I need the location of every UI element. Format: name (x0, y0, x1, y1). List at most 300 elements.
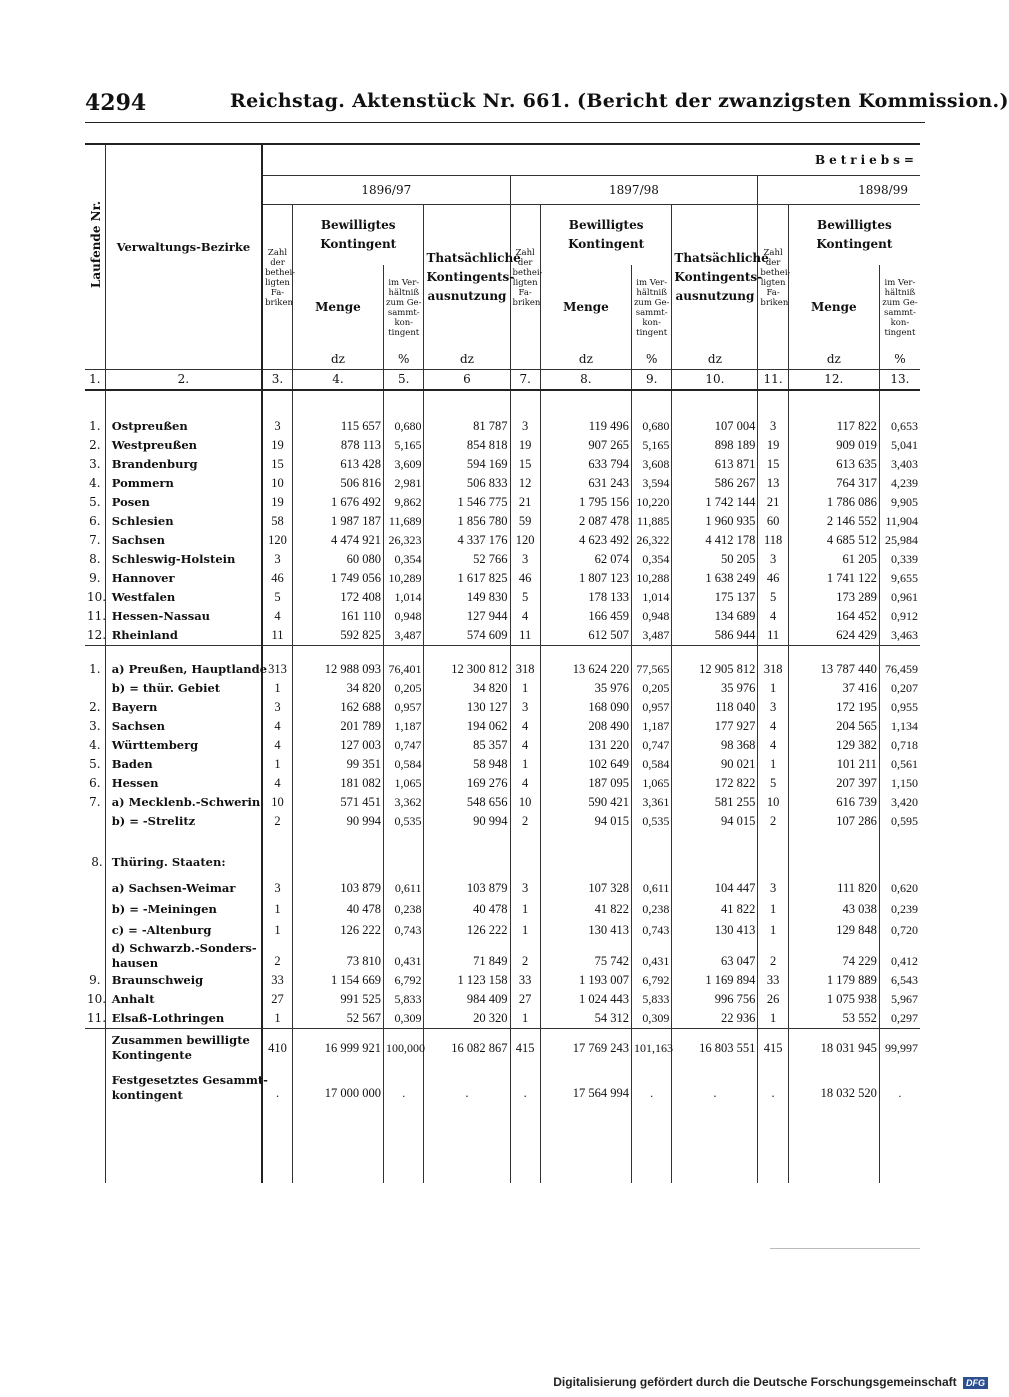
cell-z3: 4 (758, 607, 788, 626)
cell-m1: 90 994 (292, 812, 383, 831)
zahl-header-3: Zahl der bethei- ligten Fa- briken (758, 205, 788, 351)
bewilligt-header-1: Bewilligtes Kontingent (292, 205, 424, 266)
district-name: b) = -Strelitz (105, 812, 262, 831)
cell-z3: 13 (758, 474, 788, 493)
cell-p1: 0,611 (384, 878, 424, 899)
cell-z2: 4 (510, 717, 540, 736)
cell-t1: 16 082 867 (424, 1029, 510, 1068)
cell-z3: 19 (758, 436, 788, 455)
cell-t1: 1 617 825 (424, 569, 510, 588)
cell-m1: 613 428 (292, 455, 383, 474)
cell-t2: 1 960 935 (672, 512, 758, 531)
district-name: Westfalen (105, 588, 262, 607)
cell-p3: 5,041 (879, 436, 920, 455)
page-header (85, 90, 1009, 118)
cell-m2: 54 312 (540, 1009, 631, 1029)
cell-t1: 90 994 (424, 812, 510, 831)
cell-z2: 3 (510, 550, 540, 569)
row-number (85, 941, 105, 971)
cell-z3: 118 (758, 531, 788, 550)
cell-p3: 9,655 (879, 569, 920, 588)
cell-t2: 16 803 551 (672, 1029, 758, 1068)
cell-z2: 59 (510, 512, 540, 531)
cell-z2: 12 (510, 474, 540, 493)
cell-z1: 313 (262, 660, 292, 679)
table-row (85, 755, 920, 774)
row-number: 11. (87, 1011, 107, 1025)
cell-p3: 0,297 (879, 1009, 920, 1029)
cell-p3: 6,543 (879, 971, 920, 990)
cell-p3: 5,967 (879, 990, 920, 1009)
row-number: 1. (89, 662, 101, 676)
district-name: Ostpreußen (105, 417, 262, 436)
cell-m2: 17 769 243 (540, 1029, 631, 1068)
cell-m3: 1 179 889 (788, 971, 879, 990)
row-number (85, 812, 105, 831)
row-number: 7. (89, 795, 101, 809)
cell-t2: . (672, 1073, 758, 1103)
cell-p1: 0,309 (384, 1009, 424, 1029)
cell-m3: 117 822 (788, 417, 879, 436)
row-number: 5. (89, 495, 101, 509)
betriebs-header: Betriebs= (262, 145, 920, 176)
cell-z1: 27 (262, 990, 292, 1009)
cell-t2: 898 189 (672, 436, 758, 455)
cell-m3: 107 286 (788, 812, 879, 831)
cell-p2: 1,065 (631, 774, 671, 793)
cell-z1: 4 (262, 736, 292, 755)
cell-t2: 118 040 (672, 698, 758, 717)
table-row (85, 679, 920, 698)
cell-p2: . (631, 1073, 671, 1103)
cell-z2: 1 (510, 1009, 540, 1029)
cell-z3: 4 (758, 736, 788, 755)
spacer-row (85, 1103, 920, 1183)
cell-p1: 26,323 (384, 531, 424, 550)
cell-t1: 548 656 (424, 793, 510, 812)
district-name: Sachsen (105, 531, 262, 550)
cell-p3: 9,905 (879, 493, 920, 512)
cell-z3: 33 (758, 971, 788, 990)
table-row (85, 607, 920, 626)
cell-t2: 130 413 (672, 920, 758, 941)
cell-z2: 33 (510, 971, 540, 990)
spacer-row (85, 831, 920, 853)
cell-p3: 0,561 (879, 755, 920, 774)
table-row (85, 531, 920, 550)
cell-p2: 3,487 (631, 626, 671, 646)
cell-p3: 0,718 (879, 736, 920, 755)
header-rule (85, 122, 925, 123)
cell-z1: 19 (262, 493, 292, 512)
cell-p1: 10,289 (384, 569, 424, 588)
cell-z1: 4 (262, 607, 292, 626)
cell-z1: 3 (262, 417, 292, 436)
fest-label-line1: Festgesetztes Gesammt- (111, 1073, 268, 1087)
cell-t2: 586 944 (672, 626, 758, 646)
cell-z3: 1 (758, 920, 788, 941)
cell-t1: 194 062 (424, 717, 510, 736)
cell-z2: 1 (510, 755, 540, 774)
cell-z2: 46 (510, 569, 540, 588)
cell-m1: 181 082 (292, 774, 383, 793)
cell-p3: . (879, 1073, 920, 1103)
row-number: 4. (89, 476, 101, 490)
footer-text: Digitalisierung gefördert durch die Deutsche Forschungsgemeinschaft (553, 1375, 957, 1389)
cell-z1: 10 (262, 474, 292, 493)
cell-p2: 0,309 (631, 1009, 671, 1029)
cell-m1: 34 820 (292, 679, 383, 698)
table-row (85, 1029, 920, 1068)
cell-p3: 0,412 (879, 941, 920, 971)
table-row (85, 793, 920, 812)
row-number: 8. (91, 855, 103, 869)
verh-header-2: im Ver- hältniß zum Ge- sammt- kon- tingent (631, 265, 671, 350)
cell-p2: 11,885 (631, 512, 671, 531)
row-number (85, 878, 105, 899)
district-name-line1: d) Schwarzb.-Sonders- (111, 941, 257, 955)
table-row (85, 990, 920, 1009)
cell-z3: 1 (758, 755, 788, 774)
table-row (85, 493, 920, 512)
cell-m1: 52 567 (292, 1009, 383, 1029)
cell-m3: 204 565 (788, 717, 879, 736)
row-number: 4. (89, 738, 101, 752)
cell-m1: 99 351 (292, 755, 383, 774)
table-row (85, 717, 920, 736)
cell-z3: 3 (758, 417, 788, 436)
cell-m1: 126 222 (292, 920, 383, 941)
row-number: 3. (89, 719, 101, 733)
cell-p1: 5,165 (384, 436, 424, 455)
cell-t2: 104 447 (672, 878, 758, 899)
cell-m2: 178 133 (540, 588, 631, 607)
cell-z2: 11 (510, 626, 540, 646)
cell-p2: 6,792 (631, 971, 671, 990)
cell-p3: 4,239 (879, 474, 920, 493)
running-title: Reichstag. Aktenstück Nr. 661. (Bericht der zwanzigsten Kommission.) (230, 90, 1009, 112)
cell-m3: 13 787 440 (788, 660, 879, 679)
cell-z2: 1 (510, 679, 540, 698)
cell-z2: 4 (510, 774, 540, 793)
table-row (85, 474, 920, 493)
cell-m2: 1 193 007 (540, 971, 631, 990)
cell-m2: 2 087 478 (540, 512, 631, 531)
cell-z1: 1 (262, 899, 292, 920)
cell-t2: 581 255 (672, 793, 758, 812)
cell-m1: 16 999 921 (292, 1029, 383, 1068)
cell-p2: 1,187 (631, 717, 671, 736)
cell-m2: 17 564 994 (540, 1073, 631, 1103)
cell-p3: 0,961 (879, 588, 920, 607)
cell-z1: . (262, 1073, 292, 1103)
cell-t1: 12 300 812 (424, 660, 510, 679)
cell-z3: 2 (758, 941, 788, 971)
cell-z2: 21 (510, 493, 540, 512)
table-row (85, 878, 920, 899)
cell-t2: 12 905 812 (672, 660, 758, 679)
cell-z2: 2 (510, 812, 540, 831)
cell-z3: 1 (758, 899, 788, 920)
thuering-header-row (85, 853, 920, 872)
cell-z2: 3 (510, 417, 540, 436)
cell-m3: 18 032 520 (788, 1073, 879, 1103)
cell-z2: 10 (510, 793, 540, 812)
cell-z1: 3 (262, 698, 292, 717)
cell-m3: 129 848 (788, 920, 879, 941)
cell-m1: 40 478 (292, 899, 383, 920)
cell-t1: 71 849 (424, 941, 510, 971)
row-number: 1. (89, 419, 101, 433)
cell-m1: 592 825 (292, 626, 383, 646)
district-name: Schlesien (105, 512, 262, 531)
cell-m3: 173 289 (788, 588, 879, 607)
cell-p2: 101,163 (631, 1029, 671, 1068)
cell-m2: 1 795 156 (540, 493, 631, 512)
cell-t1: 854 818 (424, 436, 510, 455)
cell-m2: 102 649 (540, 755, 631, 774)
cell-m1: 17 000 000 (292, 1073, 383, 1103)
cell-z1: 11 (262, 626, 292, 646)
cell-p1: 9,862 (384, 493, 424, 512)
cell-z3: 318 (758, 660, 788, 679)
cell-z3: 46 (758, 569, 788, 588)
cell-z1: 2 (262, 812, 292, 831)
table-row (85, 569, 920, 588)
district-name: a) Preußen, Hauptlande (105, 660, 262, 679)
cell-z2: 1 (510, 920, 540, 941)
cell-m3: 53 552 (788, 1009, 879, 1029)
year-1897: 1897/98 (510, 176, 758, 205)
cell-m3: 74 229 (788, 941, 879, 971)
cell-t2: 1 638 249 (672, 569, 758, 588)
cell-m3: 172 195 (788, 698, 879, 717)
cell-p2: 0,238 (631, 899, 671, 920)
district-name: Bayern (105, 698, 262, 717)
cell-t1: 126 222 (424, 920, 510, 941)
cell-p3: 3,463 (879, 626, 920, 646)
table-row (85, 1073, 920, 1103)
cell-p1: 6,792 (384, 971, 424, 990)
district-name: Württemberg (105, 736, 262, 755)
cell-t1: 130 127 (424, 698, 510, 717)
cell-z1: 3 (262, 878, 292, 899)
cell-p1: 0,205 (384, 679, 424, 698)
district-name-line2: hausen (111, 956, 159, 970)
cell-p1: 0,743 (384, 920, 424, 941)
cell-t1: 40 478 (424, 899, 510, 920)
col-lfd-header: Laufende Nr. (89, 200, 103, 289)
cell-m1: 1 154 669 (292, 971, 383, 990)
cell-t2: 4 412 178 (672, 531, 758, 550)
cell-m3: 2 146 552 (788, 512, 879, 531)
unit-row: dz % dz dz % dz dz % (85, 350, 920, 370)
cell-m1: 571 451 (292, 793, 383, 812)
district-name: Hannover (105, 569, 262, 588)
cell-p3: 1,150 (879, 774, 920, 793)
fest-label-line2: kontingent (111, 1088, 183, 1102)
cell-p2: 0,431 (631, 941, 671, 971)
cell-m3: 616 739 (788, 793, 879, 812)
cell-z2: 19 (510, 436, 540, 455)
verh-header-3: im Ver- hältniß zum Ge- sammt- kon- tingent (879, 265, 920, 350)
cell-z1: 1 (262, 1009, 292, 1029)
table-row (85, 626, 920, 646)
cell-p2: 0,611 (631, 878, 671, 899)
cell-p1: 0,584 (384, 755, 424, 774)
district-name: Hessen-Nassau (105, 607, 262, 626)
cell-m1: 991 525 (292, 990, 383, 1009)
spacer-row (85, 646, 920, 661)
cell-z1: 3 (262, 550, 292, 569)
cell-p1: 0,747 (384, 736, 424, 755)
cell-t1: 594 169 (424, 455, 510, 474)
cell-p3: 0,955 (879, 698, 920, 717)
cell-p3: 0,912 (879, 607, 920, 626)
cell-z2: 4 (510, 736, 540, 755)
table-row (85, 550, 920, 569)
district-name: Anhalt (105, 990, 262, 1009)
cell-m1: 4 474 921 (292, 531, 383, 550)
cell-m2: 13 624 220 (540, 660, 631, 679)
cell-p1: 0,535 (384, 812, 424, 831)
cell-p3: 0,595 (879, 812, 920, 831)
cell-p2: 5,833 (631, 990, 671, 1009)
bewilligt-header-2: Bewilligtes Kontingent (540, 205, 672, 266)
table-row (85, 436, 920, 455)
row-number: 7. (89, 533, 101, 547)
cell-m1: 12 988 093 (292, 660, 383, 679)
cell-m1: 506 816 (292, 474, 383, 493)
cell-m3: 1 786 086 (788, 493, 879, 512)
dfg-logo: DFG (963, 1377, 988, 1389)
cell-p1: 11,689 (384, 512, 424, 531)
cell-m2: 4 623 492 (540, 531, 631, 550)
row-number: 6. (89, 514, 101, 528)
cell-p2: 0,747 (631, 736, 671, 755)
cell-p1: 1,014 (384, 588, 424, 607)
cell-z1: 4 (262, 774, 292, 793)
row-number (85, 1029, 105, 1068)
cell-p1: 0,354 (384, 550, 424, 569)
cell-p1: 100,000 (384, 1029, 424, 1068)
district-name: Rheinland (105, 626, 262, 646)
district-name: Brandenburg (105, 455, 262, 474)
cell-m2: 907 265 (540, 436, 631, 455)
cell-m1: 103 879 (292, 878, 383, 899)
cell-m3: 1 075 938 (788, 990, 879, 1009)
cell-m3: 101 211 (788, 755, 879, 774)
cell-z3: 2 (758, 812, 788, 831)
cell-t2: 50 205 (672, 550, 758, 569)
cell-t2: 98 368 (672, 736, 758, 755)
cell-m2: 590 421 (540, 793, 631, 812)
cell-p1: 5,833 (384, 990, 424, 1009)
cell-m3: 764 317 (788, 474, 879, 493)
cell-z3: 60 (758, 512, 788, 531)
row-number: 12. (87, 628, 107, 642)
cell-p1: 3,609 (384, 455, 424, 474)
cell-p1: 0,431 (384, 941, 424, 971)
cell-m1: 127 003 (292, 736, 383, 755)
cell-p3: 0,720 (879, 920, 920, 941)
cell-z2: 3 (510, 878, 540, 899)
menge-header-3: Menge (788, 265, 879, 350)
cell-p2: 5,165 (631, 436, 671, 455)
cell-z1: 10 (262, 793, 292, 812)
cell-t1: 81 787 (424, 417, 510, 436)
cell-m3: 18 031 945 (788, 1029, 879, 1068)
cell-m3: 4 685 512 (788, 531, 879, 550)
cell-p2: 3,608 (631, 455, 671, 474)
cell-t1: 85 357 (424, 736, 510, 755)
col-bezirke-header: Verwaltungs-Bezirke (105, 145, 262, 350)
year-1898: 1898/99 (758, 176, 920, 205)
cell-z1: 410 (262, 1029, 292, 1068)
menge-header-2: Menge (540, 265, 631, 350)
that-header-1: Thatsächliche Kontingents- ausnutzung (424, 205, 510, 351)
cell-p1: 3,362 (384, 793, 424, 812)
cell-t2: 41 822 (672, 899, 758, 920)
district-name (105, 1029, 262, 1068)
cell-m2: 208 490 (540, 717, 631, 736)
cell-p3: 0,620 (879, 878, 920, 899)
cell-z3: 3 (758, 878, 788, 899)
cell-m2: 633 794 (540, 455, 631, 474)
cell-t2: 1 742 144 (672, 493, 758, 512)
cell-p1: 3,487 (384, 626, 424, 646)
cell-m1: 60 080 (292, 550, 383, 569)
cell-z1: 58 (262, 512, 292, 531)
cell-p2: 0,354 (631, 550, 671, 569)
district-name: a) Mecklenb.-Schwerin (105, 793, 262, 812)
year-1896: 1896/97 (262, 176, 510, 205)
cell-m2: 166 459 (540, 607, 631, 626)
cell-t1: 103 879 (424, 878, 510, 899)
cell-p2: 26,322 (631, 531, 671, 550)
cell-t1: 1 856 780 (424, 512, 510, 531)
cell-p1: 0,680 (384, 417, 424, 436)
column-number-row: 1. 2. 3. 4. 5. 6 7. 8. 9. 10. 11. 12. 13. (85, 370, 920, 391)
cell-p2: 1,014 (631, 588, 671, 607)
cell-p3: 25,984 (879, 531, 920, 550)
cell-z1: 2 (262, 941, 292, 971)
cell-t2: 996 756 (672, 990, 758, 1009)
cell-m1: 1 749 056 (292, 569, 383, 588)
district-name: Westpreußen (105, 436, 262, 455)
row-number (85, 899, 105, 920)
cell-m1: 1 987 187 (292, 512, 383, 531)
thuering-label: Thüring. Staaten: (105, 853, 262, 872)
table-row (85, 941, 920, 971)
cell-m3: 1 741 122 (788, 569, 879, 588)
cell-p1: 0,238 (384, 899, 424, 920)
table-row (85, 899, 920, 920)
cell-z2: 15 (510, 455, 540, 474)
cell-z3: 1 (758, 679, 788, 698)
cell-z3: 26 (758, 990, 788, 1009)
cell-p3: 1,134 (879, 717, 920, 736)
cell-z1: 1 (262, 920, 292, 941)
cell-p2: 0,957 (631, 698, 671, 717)
cell-t1: 149 830 (424, 588, 510, 607)
district-name: Hessen (105, 774, 262, 793)
cell-p2: 3,361 (631, 793, 671, 812)
cell-p3: 0,339 (879, 550, 920, 569)
cell-p2: 3,594 (631, 474, 671, 493)
cell-t1: 58 948 (424, 755, 510, 774)
cell-m1: 73 810 (292, 941, 383, 971)
